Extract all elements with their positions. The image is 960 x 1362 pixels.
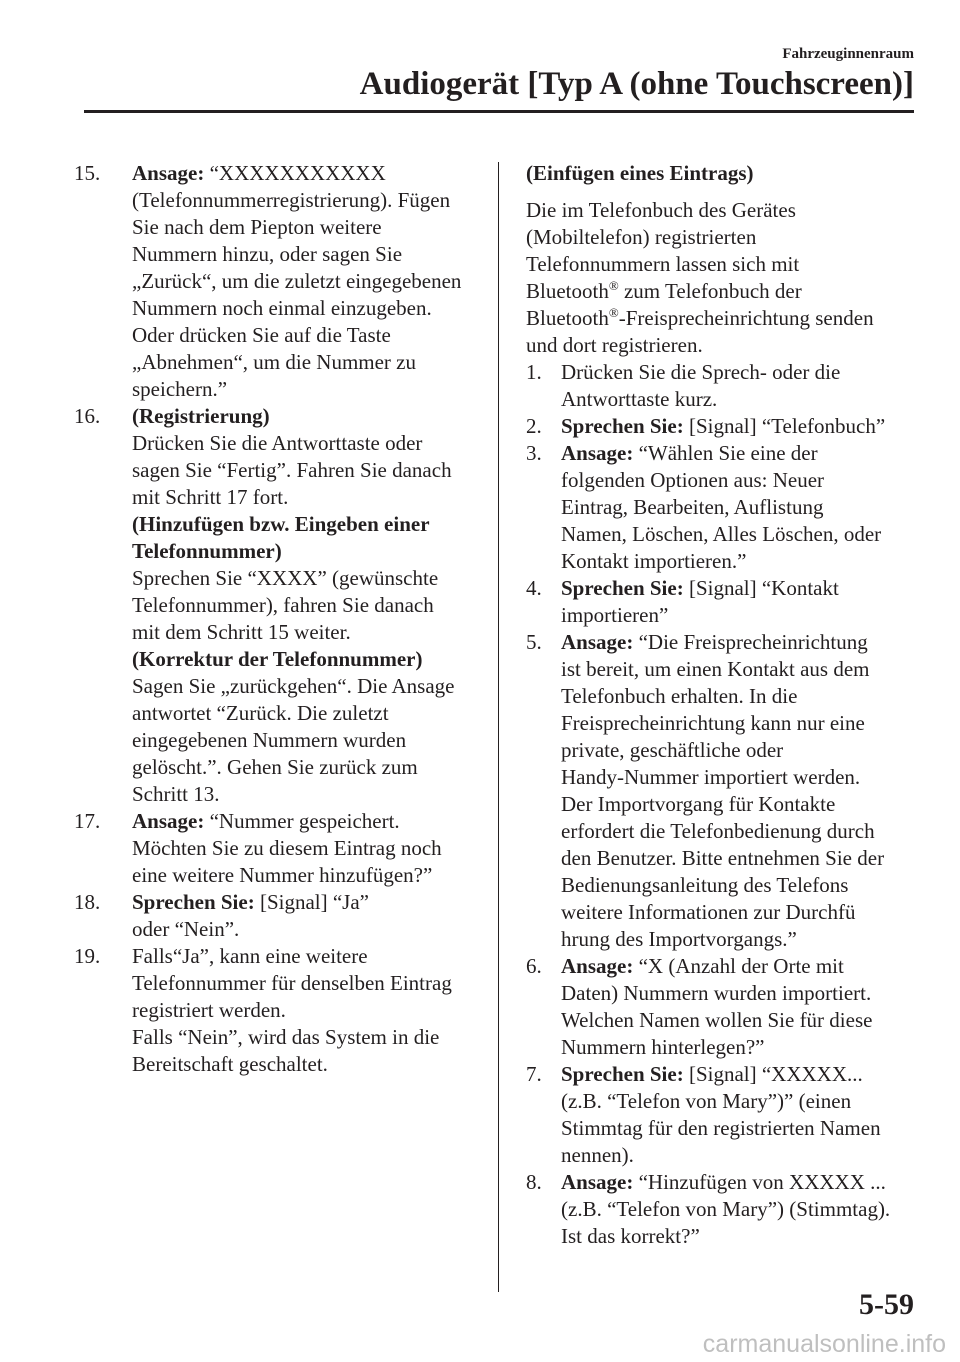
item-line [132, 457, 479, 484]
item-line [132, 295, 479, 322]
item-text: Möchten Sie zu diesem Eintrag noch [132, 836, 442, 860]
item-line [132, 268, 479, 295]
item-text: private, geschäftliche oder [561, 738, 784, 762]
item-text: Freisprecheinrichtung kann nur eine [561, 711, 865, 735]
item-line [132, 376, 479, 403]
item-text: hrung des Importvorgangs.” [561, 927, 797, 951]
item-line [132, 187, 479, 214]
item-number: 2. [526, 414, 542, 438]
item-line [561, 980, 926, 1007]
subsection-heading: (Korrektur der Telefonnummer) [132, 647, 423, 671]
right-heading: (Einfügen eines Eintrags) [526, 161, 754, 185]
item-content [561, 629, 926, 953]
item-number: 17. [74, 809, 101, 833]
item-line [561, 629, 926, 656]
item-line [561, 1088, 926, 1115]
item-text: Ist das korrekt?” [561, 1224, 700, 1248]
item-text: speichern.” [132, 377, 228, 401]
item-line [561, 1223, 926, 1250]
item-text: registriert werden. [132, 998, 286, 1022]
intro-paragraph [526, 197, 926, 359]
item-number: 16. [74, 404, 101, 428]
item-text: Bereitschaft geschaltet. [132, 1052, 328, 1076]
item-text: Drücken Sie die Antworttaste oder [132, 431, 423, 455]
item-line [561, 359, 926, 386]
item-line [561, 683, 926, 710]
item-content [132, 808, 479, 889]
item-text: den Benutzer. Bitte entnehmen Sie der [561, 846, 885, 870]
list-item [74, 403, 479, 808]
item-line [132, 862, 479, 889]
item-text: eine weitere Nummer hinzufügen?” [132, 863, 433, 887]
item-text: Falls“Ja”, kann eine weitere [132, 944, 368, 968]
item-line [561, 872, 926, 899]
item-text: “Nummer gespeichert. [204, 809, 400, 833]
list-item [526, 359, 926, 413]
item-text: [Signal] “Telefonbuch” [683, 414, 886, 438]
item-line [561, 521, 926, 548]
item-lead: Ansage: [561, 630, 634, 654]
list-item [526, 1061, 926, 1169]
item-text: Antworttaste kurz. [561, 387, 718, 411]
item-lead: Sprechen Sie: [561, 576, 684, 600]
item-line [132, 916, 479, 943]
item-number: 4. [526, 576, 542, 600]
intro-line [526, 305, 926, 332]
item-line [561, 710, 926, 737]
item-line [132, 484, 479, 511]
watermark: carmanualsonline.info [702, 1330, 946, 1358]
item-line [561, 1142, 926, 1169]
item-text: “Hinzufügen von XXXXX ... [633, 1170, 886, 1194]
intro-line: (Mobiltelefon) registrierten [526, 225, 757, 249]
item-line [561, 1196, 926, 1223]
item-number: 1. [526, 360, 542, 384]
item-text: “Die Freisprecheinrichtung [633, 630, 868, 654]
item-lead: Sprechen Sie: [132, 890, 255, 914]
item-content [132, 889, 479, 943]
item-line [561, 575, 926, 602]
item-line [561, 845, 926, 872]
item-text: importieren” [561, 603, 669, 627]
item-text: Sie nach dem Piepton weitere [132, 215, 382, 239]
item-text: nennen). [561, 1143, 634, 1167]
item-text: Telefonnummer für denselben Eintrag [132, 971, 452, 995]
list-item [526, 413, 926, 440]
item-lead: Ansage: [561, 441, 634, 465]
item-line [561, 602, 926, 629]
item-line [132, 970, 479, 997]
item-line [561, 818, 926, 845]
item-line [132, 1024, 479, 1051]
item-content [561, 1169, 926, 1250]
item-text: sagen Sie “Fertig”. Fahren Sie danach [132, 458, 452, 482]
registered-mark: ® [608, 278, 619, 293]
item-text: Telefonbuch erhalten. In die [561, 684, 798, 708]
item-lead: Ansage: [561, 1170, 634, 1194]
list-item [526, 1169, 926, 1250]
list-item [74, 808, 479, 889]
item-text: Kontakt importieren.” [561, 549, 747, 573]
header-section-label: Fahrzeuginnenraum [782, 46, 914, 62]
registered-mark: ® [608, 305, 619, 320]
item-line [561, 899, 926, 926]
intro-line [526, 278, 926, 305]
subsection-line: gelöscht.”. Gehen Sie zurück zum [132, 755, 418, 779]
item-lead: Ansage: [132, 161, 205, 185]
item-line [561, 440, 926, 467]
header-title: Audiogerät [Typ A (ohne Touchscreen)] [359, 66, 914, 102]
subsection-line: mit dem Schritt 15 weiter. [132, 620, 351, 644]
item-text: ist bereit, um einen Kontakt aus dem [561, 657, 870, 681]
item-text: Daten) Nummern wurden importiert. [561, 981, 872, 1005]
item-text: (Telefonnummerregistrierung). Fügen [132, 188, 451, 212]
item-text: Oder drücken Sie auf die Taste [132, 323, 391, 347]
item-text: Nummern hinzu, oder sagen Sie [132, 242, 403, 266]
intro-line: und dort registrieren. [526, 333, 703, 357]
item-line [132, 322, 479, 349]
item-line [132, 943, 479, 970]
item-number: 7. [526, 1062, 542, 1086]
subsection-line: eingegebenen Nummern wurden [132, 728, 407, 752]
page-number: 5-59 [859, 1288, 914, 1321]
item-line [561, 548, 926, 575]
item-text: „Abnehmen“, um die Nummer zu [132, 350, 416, 374]
list-item [74, 889, 479, 943]
item-text: weitere Informationen zur Durchfü [561, 900, 856, 924]
item-line [132, 214, 479, 241]
item-content [132, 943, 479, 1078]
item-content [132, 160, 479, 403]
item-line [132, 835, 479, 862]
item-content [561, 575, 926, 629]
item-content [561, 1061, 926, 1169]
item-text: “XXXXXXXXXXX [204, 161, 386, 185]
item-text: Stimmtag für den registrierten Namen [561, 1116, 881, 1140]
item-line [561, 656, 926, 683]
item-line [132, 889, 479, 916]
item-line [132, 160, 479, 187]
item-text: (z.B. “Telefon von Mary”) (Stimmtag). [561, 1197, 891, 1221]
item-line [561, 386, 926, 413]
item-line [132, 349, 479, 376]
item-text: Nummern noch einmal einzugeben. [132, 296, 432, 320]
item-text: (z.B. “Telefon von Mary”)” (einen [561, 1089, 852, 1113]
item-text: Falls “Nein”, wird das System in die [132, 1025, 440, 1049]
item-line [561, 764, 926, 791]
item-line [561, 1115, 926, 1142]
item-content [561, 440, 926, 575]
item-line [561, 1061, 926, 1088]
subsection-line: Schritt 13. [132, 782, 220, 806]
list-item [526, 440, 926, 575]
item-number: 5. [526, 630, 542, 654]
item-text: “X (Anzahl der Orte mit [633, 954, 844, 978]
item-number: 18. [74, 890, 101, 914]
item-text: Handy-Nummer importiert werden. [561, 765, 861, 789]
item-text: Welchen Namen wollen Sie für diese [561, 1008, 873, 1032]
item-lead: Ansage: [132, 809, 205, 833]
intro-line: Telefonnummern lassen sich mit [526, 252, 800, 276]
item-line [561, 1169, 926, 1196]
item-number: 3. [526, 441, 542, 465]
item-number: 6. [526, 954, 542, 978]
item-text: [Signal] “XXXXX... [683, 1062, 863, 1086]
item-text: folgenden Optionen aus: Neuer [561, 468, 825, 492]
intro-text: Bluetooth [526, 306, 609, 330]
list-item [526, 575, 926, 629]
list-item [74, 943, 479, 1078]
item-lead: Sprechen Sie: [561, 1062, 684, 1086]
item-lead: (Registrierung) [132, 404, 270, 428]
subsection-heading: Telefonnummer) [132, 539, 282, 563]
item-line [561, 953, 926, 980]
item-number: 8. [526, 1170, 542, 1194]
intro-text: Bluetooth [526, 279, 609, 303]
item-text: Namen, Löschen, Alles Löschen, oder [561, 522, 882, 546]
item-lead: Sprechen Sie: [561, 414, 684, 438]
item-lead: Ansage: [561, 954, 634, 978]
item-line [561, 737, 926, 764]
item-text: „Zurück“, um die zuletzt eingegebenen [132, 269, 462, 293]
item-number: 19. [74, 944, 101, 968]
item-line [561, 1007, 926, 1034]
item-text: Eintrag, Bearbeiten, Auflistung [561, 495, 824, 519]
item-line [132, 403, 479, 430]
list-item [74, 160, 479, 403]
item-text: erfordert die Telefonbedienung durch [561, 819, 875, 843]
subsection-line: Sagen Sie „zurückgehen“. Die Ansage [132, 674, 455, 698]
item-line [561, 926, 926, 953]
item-content [561, 953, 926, 1061]
item-line [561, 791, 926, 818]
list-item [526, 953, 926, 1061]
column-divider [498, 162, 499, 1292]
list-item [526, 629, 926, 953]
intro-text: zum Telefonbuch der [618, 279, 802, 303]
item-line [561, 494, 926, 521]
item-text: Drücken Sie die Sprech- oder die [561, 360, 841, 384]
item-text: [Signal] “Ja” [254, 890, 369, 914]
intro-line: Die im Telefonbuch des Gerätes [526, 198, 796, 222]
item-text: [Signal] “Kontakt [683, 576, 839, 600]
item-content [561, 413, 926, 440]
item-line [132, 430, 479, 457]
item-text: mit Schritt 17 fort. [132, 485, 289, 509]
item-line [132, 997, 479, 1024]
item-line [132, 808, 479, 835]
item-line [561, 467, 926, 494]
item-content [132, 403, 479, 808]
item-text: Der Importvorgang für Kontakte [561, 792, 836, 816]
item-text: oder “Nein”. [132, 917, 240, 941]
item-text: “Wählen Sie eine der [633, 441, 818, 465]
intro-text: -Freisprecheinrichtung senden [618, 306, 874, 330]
subsection-line: Telefonnummer), fahren Sie danach [132, 593, 434, 617]
right-column [526, 160, 926, 1250]
item-number: 15. [74, 161, 101, 185]
item-text: Nummern hinterlegen?” [561, 1035, 765, 1059]
left-column [74, 160, 479, 1078]
item-line [561, 413, 926, 440]
subsection-heading: (Hinzufügen bzw. Eingeben einer [132, 512, 430, 536]
item-content [561, 359, 926, 413]
item-line [132, 241, 479, 268]
item-line [132, 1051, 479, 1078]
subsection-line: Sprechen Sie “XXXX” (gewünschte [132, 566, 439, 590]
right-step-list [526, 359, 926, 1250]
item-line [561, 1034, 926, 1061]
header-rule [84, 110, 914, 113]
subsection-line: antwortet “Zurück. Die zuletzt [132, 701, 389, 725]
item-text: Bedienungsanleitung des Telefons [561, 873, 849, 897]
